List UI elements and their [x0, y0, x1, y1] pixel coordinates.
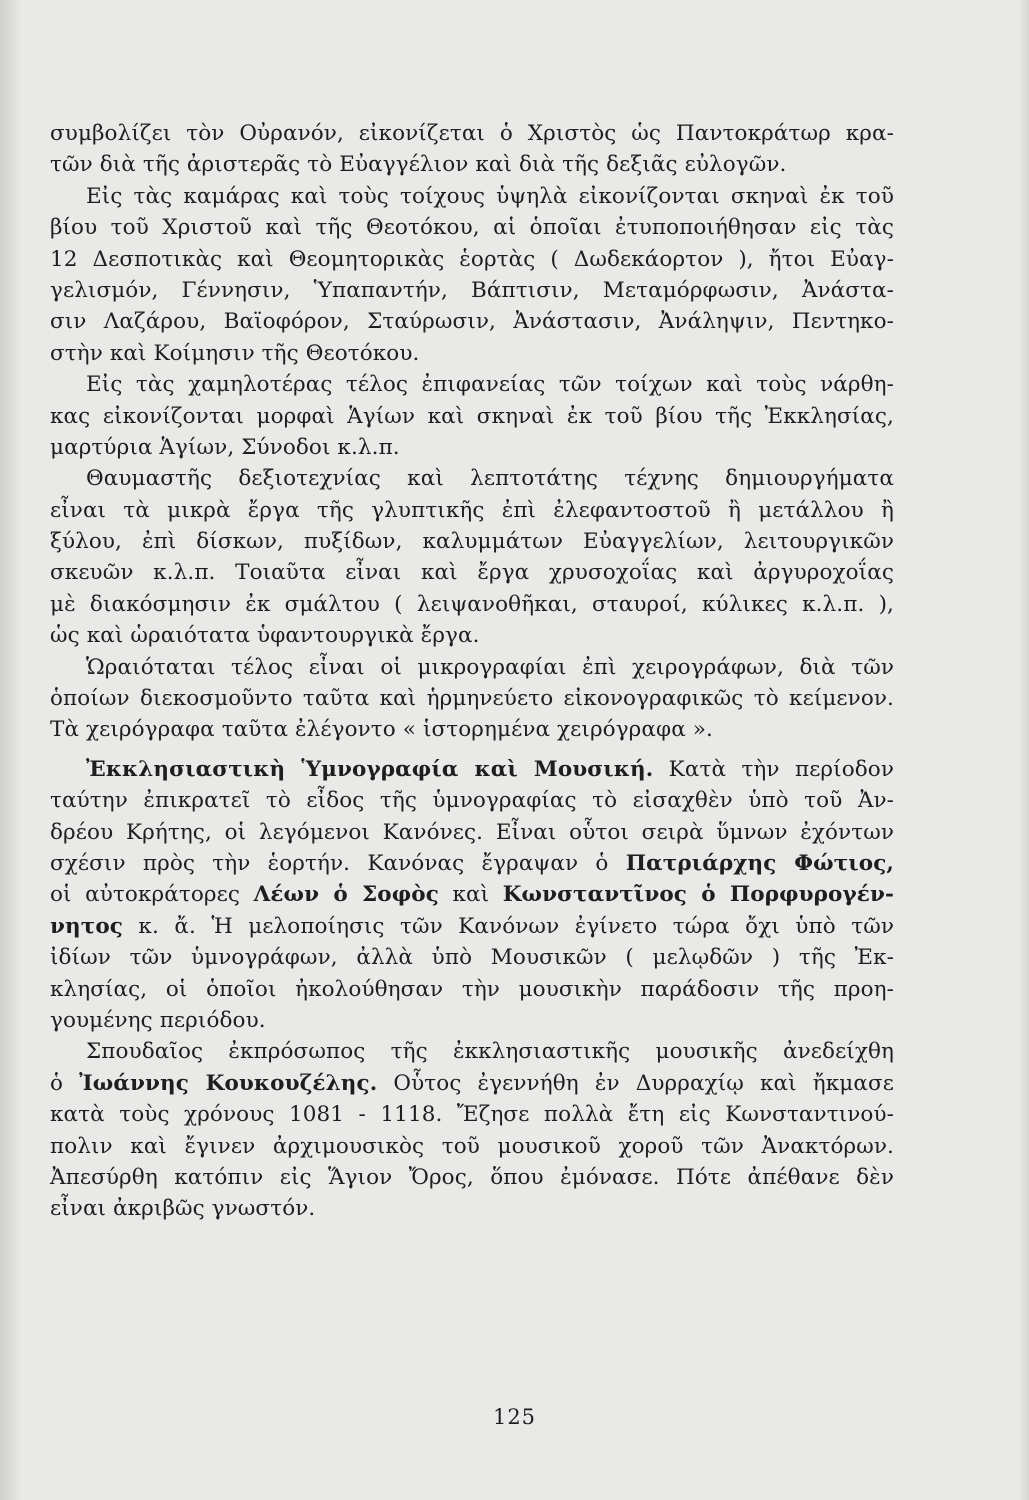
text-line: Εἰς τὰς χαμηλοτέρας τέλος ἐπιφανείας τῶν τοίχων καὶ τοὺς νάρθη-: [86, 372, 894, 398]
text-line: δρέου Κρήτης, οἱ λεγόμενοι Κανόνες. Εἶναι οὗτοι σειρὰ ὕμνων ἐχόντων: [50, 819, 894, 845]
text-line: στὴν καὶ Κοίμησιν τῆς Θεοτόκου.: [50, 340, 420, 366]
text-line: ὡς καὶ ὡραιότατα ὑφαντουργικὰ ἔργα.: [50, 623, 480, 649]
bold-name: Κωνσταντῖνος ὁ Πορφυρογέν-: [502, 882, 895, 908]
text-line: ὁποίων διεκοσμοῦντο ταῦτα καὶ ἡρμηνεύετο εἰκονογραφικῶς τὸ κείμενον.: [50, 686, 894, 712]
text-line: εἶναι ἀκριβῶς γνωστόν.: [50, 1196, 316, 1222]
text-line: πολιν καὶ ἔγινεν ἀρχιμουσικὸς τοῦ μουσικοῦ χοροῦ τῶν Ἀνακτόρων.: [50, 1133, 894, 1159]
page-edge-shadow: [1019, 0, 1029, 1500]
text-fragment: κ. ἄ. Ἡ μελοποίησις τῶν Κανόνων ἐγίνετο τώρα ὄχι ὑπὸ τῶν: [138, 913, 895, 939]
text-fragment: καὶ: [452, 882, 490, 908]
text-line: ἰδίων τῶν ὑμνογράφων, ἀλλὰ ὑπὸ Μουσικῶν ( μελῳδῶν ) τῆς Ἐκ-: [50, 945, 894, 971]
page-number: 125: [492, 1405, 537, 1429]
text-fragment: οἱ αὐτοκράτορες: [50, 882, 241, 908]
text-line: [50, 754, 894, 785]
text-line: ταύτην ἐπικρατεῖ τὸ εἶδος τῆς ὑμνογραφίας τὸ εἰσαχθὲν ὑπὸ τοῦ Ἀν-: [50, 788, 894, 814]
section-heading: Ἐκκλησιαστικὴ Ὑμνογραφία καὶ Μουσική.: [86, 756, 654, 782]
bold-name: Λέων ὁ Σοφὸς: [253, 882, 439, 908]
text-fragment: Οὗτος ἐγεννήθη ἐν Δυρραχίῳ καὶ ἤκμασε: [393, 1070, 894, 1096]
text-fragment: σχέσιν πρὸς τὴν ἑορτήν. Κανόνας ἔγραψαν ὁ: [50, 850, 609, 876]
text-line: Τὰ χειρόγραφα ταῦτα ἐλέγοντο « ἱστορημένα χειρόγραφα ».: [50, 717, 713, 743]
text-line: Εἰς τὰς καμάρας καὶ τοὺς τοίχους ὑψηλὰ εἰκονίζονται σκηναὶ ἐκ τοῦ: [86, 183, 894, 209]
text-line: [50, 879, 894, 910]
text-line: κατὰ τοὺς χρόνους 1081 - 1118. Ἔζησε πολλὰ ἔτη εἰς Κωνσταντινού-: [50, 1102, 894, 1128]
text-line: Σπουδαῖος ἐκπρόσωπος τῆς ἐκκλησιαστικῆς μουσικῆς ἀνεδείχθη: [86, 1039, 894, 1065]
text-line: κας εἰκονίζονται μορφαὶ Ἁγίων καὶ σκηναὶ ἐκ τοῦ βίου τῆς Ἐκκλησίας,: [50, 403, 894, 429]
text-line: [50, 848, 894, 879]
bold-name: Ἰωάννης Κουκουζέλης.: [79, 1070, 378, 1096]
text-line: κλησίας, οἱ ὁποῖοι ἠκολούθησαν τὴν μουσικὴν παράδοσιν τῆς προη-: [50, 976, 894, 1002]
page-gutter-shadow: [0, 0, 22, 1500]
text-line: ξύλου, ἐπὶ δίσκων, πυξίδων, καλυμμάτων Εὐαγγελίων, λειτουργικῶν: [50, 529, 894, 555]
text-line: Ἀπεσύρθη κατόπιν εἰς Ἅγιον Ὄρος, ὅπου ἐμόνασε. Πότε ἀπέθανε δὲν: [50, 1164, 894, 1190]
text-line: Θαυμαστῆς δεξιοτεχνίας καὶ λεπτοτάτης τέχνης δημιουργήματα: [86, 466, 894, 492]
text-fragment: ὁ: [50, 1070, 64, 1096]
text-line: μαρτύρια Ἁγίων, Σύνοδοι κ.λ.π.: [50, 434, 400, 460]
text-line: μὲ διακόσμησιν ἐκ σμάλτου ( λειψανοθῆκαι, σταυροί, κύλικες κ.λ.π. ),: [50, 591, 894, 617]
text-line: σκευῶν κ.λ.π. Τοιαῦτα εἶναι καὶ ἔργα χρυσοχοΐας καὶ ἀργυροχοΐας: [50, 560, 894, 586]
bold-name: νητος: [50, 913, 123, 939]
text-line: 12 Δεσποτικὰς καὶ Θεομητορικὰς ἑορτὰς ( Δωδεκάορτον ), ἤτοι Εὐαγ-: [50, 246, 894, 272]
bold-name: Πατριάρχης Φώτιος,: [625, 850, 894, 876]
text-fragment: Κατὰ τὴν περίοδον: [668, 756, 895, 782]
text-line: γελισμόν, Γέννησιν, Ὑπαπαντήν, Βάπτισιν, Μεταμόρφωσιν, Ἀνάστα-: [50, 277, 894, 303]
text-line: βίου τοῦ Χριστοῦ καὶ τῆς Θεοτόκου, αἱ ὁποῖαι ἐτυποποιήθησαν εἰς τὰς: [50, 215, 894, 241]
page-body: [50, 118, 894, 1225]
text-line: [50, 911, 894, 942]
text-line: σιν Λαζάρου, Βαϊοφόρον, Σταύρωσιν, Ἀνάστασιν, Ἀνάληψιν, Πεντηκο-: [50, 309, 894, 335]
text-line: εἶναι τὰ μικρὰ ἔργα τῆς γλυπτικῆς ἐπὶ ἐλεφαντοστοῦ ἢ μετάλλου ἢ: [50, 497, 894, 523]
text-line: τῶν διὰ τῆς ἀριστερᾶς τὸ Εὐαγγέλιον καὶ διὰ τῆς δεξιᾶς εὐλογῶν.: [50, 152, 787, 178]
text-line: [50, 1068, 894, 1099]
text-line: γουμένης περιόδου.: [50, 1007, 266, 1033]
text-line: Ὡραιόταται τέλος εἶναι οἱ μικρογραφίαι ἐπὶ χειρογράφων, διὰ τῶν: [86, 654, 894, 680]
text-line: συμβολίζει τὸν Οὐρανόν, εἰκονίζεται ὁ Χριστὸς ὡς Παντοκράτωρ κρα-: [50, 121, 894, 146]
